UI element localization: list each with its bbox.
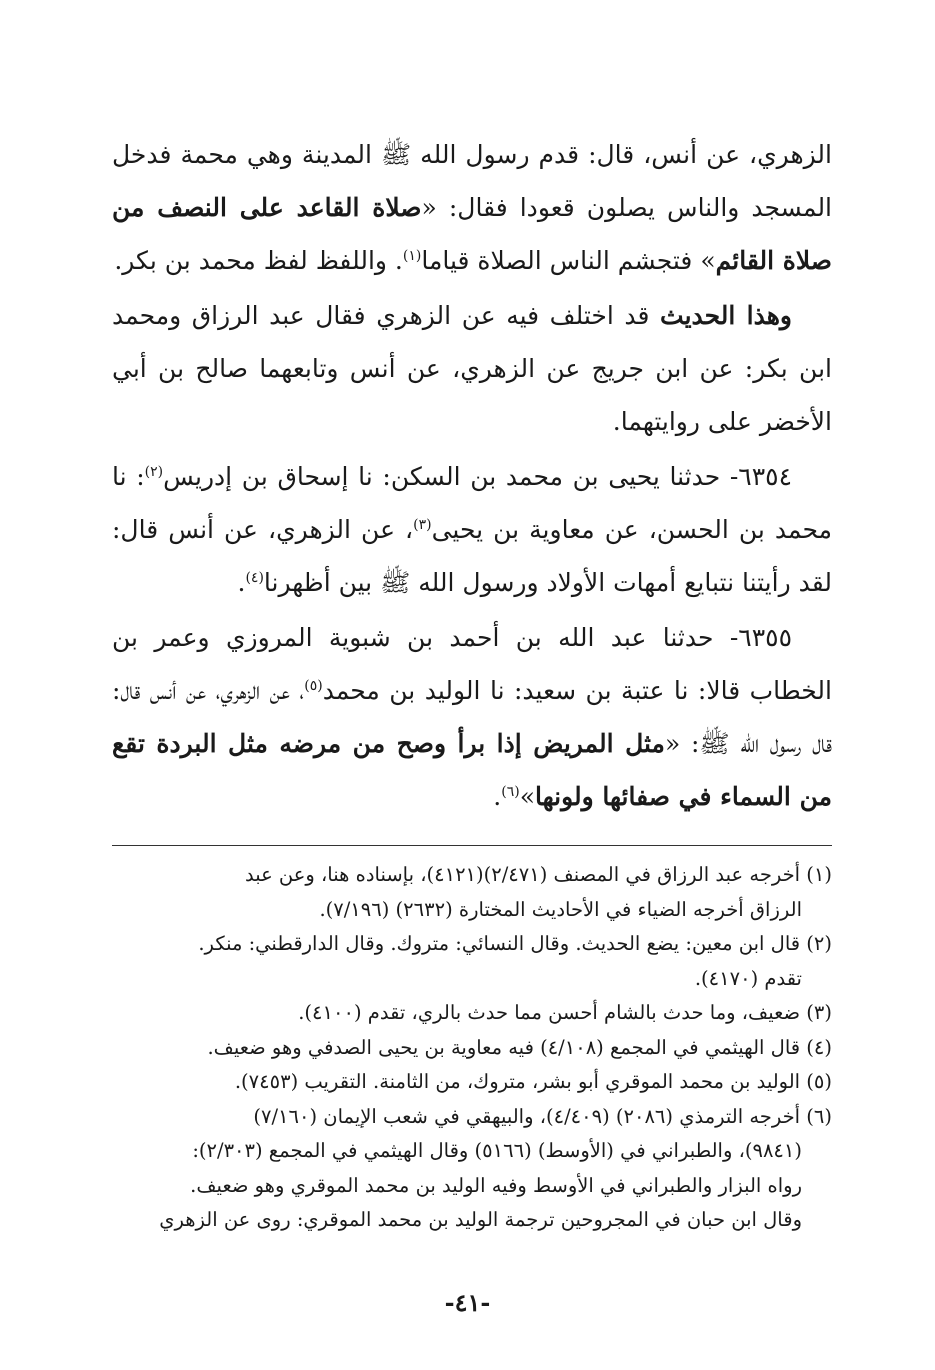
footnote-1-continued: الرزاق أخرجه الضياء في الأحاديث المختارة (٢٦٣٢) (٧/١٩٦). [319, 897, 802, 921]
page-number: -٤١- [444, 1288, 491, 1317]
footnote-6: (٦) أخرجه الترمذي (٢٠٨٦) (٤/٤٠٩)، والبيهقي في شعب الإيمان (٧/١٦٠) [253, 1104, 832, 1128]
text: : نا محمد بن الحسن، عن معاوية بن يحيى [112, 462, 833, 544]
footnote-ref-6[interactable]: (٦) [501, 784, 520, 800]
footnote-4: (٤) قال الهيثمي في المجمع (٤/١٠٨) فيه معاوية بن يحيى الصدفي وهو ضعيف. [207, 1035, 832, 1059]
text: . واللفظ لفظ محمد بن بكر. [114, 246, 403, 275]
main-text [112, 128, 832, 823]
footnote-6-continued: (٩٨٤١)، والطبراني في (الأوسط) (٥١٦٦) وقال الهيثمي في المجمع (٢/٣٠٣): [192, 1139, 802, 1162]
footnote-ref-3[interactable]: (٣) [413, 517, 432, 533]
page-body [112, 128, 832, 1238]
text: . [237, 568, 246, 597]
text: » فتجشم الناس الصلاة قياما [421, 246, 716, 275]
text: » [519, 782, 535, 811]
paragraph-hadith-6354 [112, 450, 832, 609]
text: ٦٣٥٥- حدثنا عبد الله بن أحمد بن شبوية المروزي وعمر بن الخطاب قالا: نا عتبة بن سعيد: نا الوليد بن محمد [112, 623, 832, 705]
bold-hadith-text: مثل المريض إذا برأ وصح من مرضه مثل البردة تقع من السماء في صفائها ولونها [112, 729, 832, 811]
footnote-ref-2[interactable]: (٢) [144, 464, 164, 480]
footnote-ref-4[interactable]: (٤) [245, 570, 264, 586]
footnote-6-continued: وقال ابن حبان في المجروحين ترجمة الوليد بن محمد الموقري: روى عن الزهري [159, 1208, 802, 1231]
paragraph-2 [112, 289, 832, 448]
paragraph-1 [112, 128, 832, 287]
footnote-ref-5[interactable]: (٥) [304, 678, 323, 694]
bold-hadith-text: صلاة القاعد على النصف من صلاة القائم [112, 193, 832, 275]
footnote-ref-1[interactable]: (١) [402, 248, 422, 264]
footnote-1: (١) أخرجه عبد الرزاق في المصنف (٢/٤٧١)(٤١٢١)، بإسناده هنا، وعن عبد [244, 863, 832, 886]
footnote-6-continued: رواه البزار والطبراني في الأوسط وفيه الوليد بن محمد الموقري وهو ضعيف. [190, 1173, 802, 1197]
footnote-3: (٣) ضعيف، وما حدث بالشام أحسن مما حدث بالري، تقدم (٤١٠٠). [298, 1001, 832, 1024]
footnote-separator [112, 845, 832, 846]
footnotes [112, 858, 832, 1238]
text: . [493, 782, 502, 811]
footnote-2: (٢) قال ابن معين: يضع الحديث. وقال النسائي: متروك. وقال الدارقطني: منكر. [198, 932, 832, 955]
text: الزهري، عن أنس، قال: قدم رسول الله ﷺ المدينة وهي محمة فدخل المسجد والناس يصلون قعودا فقال: « [112, 140, 833, 222]
footnote-5: (٥) الوليد بن محمد الموقري أبو بشر، متروك، من الثامنة. التقريب (٧٤٥٣). [234, 1070, 832, 1093]
text: ، عن الزهري، عن أنس قال: لقد رأيتنا نتبايع أمهات الأولاد ورسول الله ﷺ بين أظهرنا [112, 515, 832, 597]
text: ، عن الزهري، عن أنس قال: قال رسول الله ﷺ: « [112, 676, 833, 758]
paragraph-hadith-6355 [112, 611, 832, 823]
bold-lead-in: وهذا الحديث [660, 301, 793, 330]
text: ٦٣٥٤- حدثنا يحيى بن محمد بن السكن: نا إسحاق بن إدريس [163, 462, 792, 491]
text: قد اختلف فيه عن الزهري فقال عبد الرزاق ومحمد ابن بكر: عن ابن جريج عن الزهري، عن أنس وتابعهما صالح بن أبي الأخضر على روايتهما. [112, 301, 832, 436]
footnote-2-continued: تقدم (٤١٧٠). [694, 966, 802, 990]
